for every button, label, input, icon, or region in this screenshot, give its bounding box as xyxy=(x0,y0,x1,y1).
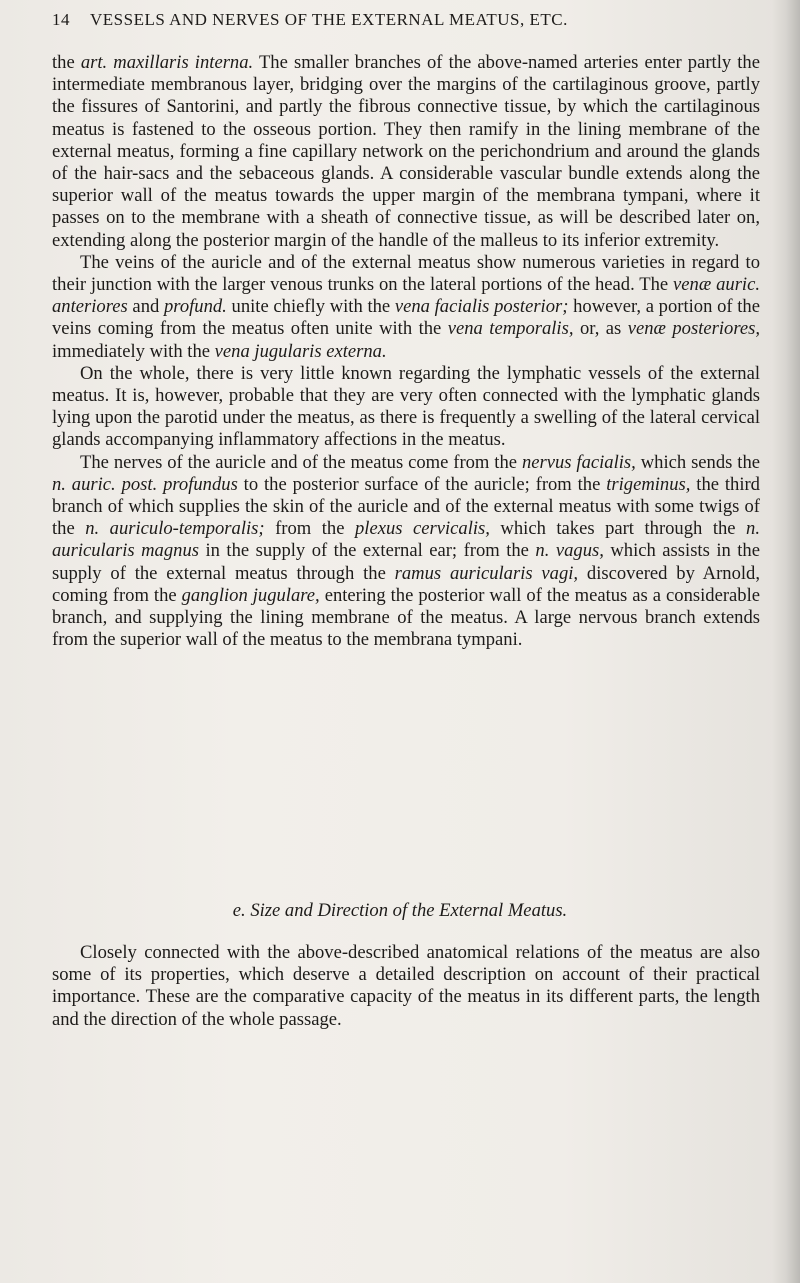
running-header xyxy=(52,10,752,30)
paragraph-nerves: The nerves of the auricle and of the meatus come from the nervus facialis, which sends the n. auric. post. profundus to the posterior surface of the auricle; from the trigeminus, the third branch of which supplies the skin of the auricle and of the external meatus with some twigs of the n. auriculo-temporalis; from the plexus cervicalis, which takes part through the n. auricularis magnus in the supply of the external ear; from the n. vagus, which assists in the supply of the external meatus through the ramus auricularis vagi, discovered by Arnold, coming from the ganglion jugulare, entering the posterior wall of the meatus as a considerable branch, and supplying the lining membrane of the meatus. A large nervous branch extends from the superior wall of the meatus to the membrana tympani. xyxy=(52,451,761,651)
section-text xyxy=(52,942,760,1031)
paragraph-size-direction: Closely connected with the above-described anatomical relations of the meatus are also some of its properties, which deserve a detailed description on account of their practical importance. These are the comparative capacity of the meatus in its different parts, the length and the direction of the whole passage. xyxy=(52,942,760,1030)
running-title: VESSELS AND NERVES OF THE EXTERNAL MEATUS, ETC. xyxy=(90,10,568,29)
paragraph-lymphatics: On the whole, there is very little known regarding the lymphatic vessels of the external meatus. It is, however, probable that they are very often connected with the lymphatic glands lying upon the parotid under the meatus, as there is frequently a swelling of the lateral cervical glands accompanying inflammatory affections in the meatus. xyxy=(52,362,760,451)
section-heading: e. Size and Direction of the External Meatus. xyxy=(232,900,568,921)
main-text xyxy=(52,52,760,651)
paragraph-veins: The veins of the auricle and of the external meatus show numerous varieties in regard to their junction with the larger venous trunks on the lateral portions of the head. The venæ auric. anteriores and profund. unite chiefly with the vena facialis posterior; however, a portion of the veins coming from the meatus often unite with the vena temporalis, or, as venæ posteriores, immediately with the vena jugularis externa. xyxy=(52,251,761,362)
page-edge-shadow xyxy=(772,0,800,1283)
page-number: 14 xyxy=(52,10,70,29)
paragraph-arteries: the art. maxillaris interna. The smaller branches of the above-named arteries enter partly the intermediate membranous layer, bridging over the margins of the cartilaginous groove, partly the fissures of Santorini, and partly the fibrous connective tissue, by which the cartilaginous meatus is fastened to the osseous portion. They then ramify in the lining membrane of the external meatus, forming a fine capillary network on the perichondrium and around the glands of the hair-sacs and the sebaceous glands. A considerable vascular bundle extends along the superior wall of the meatus towards the upper margin of the membrana tympani, where it passes on to the membrane with a sheath of connective tissue, as will be described later on, extending along the posterior margin of the handle of the malleus to its inferior extremity. xyxy=(52,52,760,251)
